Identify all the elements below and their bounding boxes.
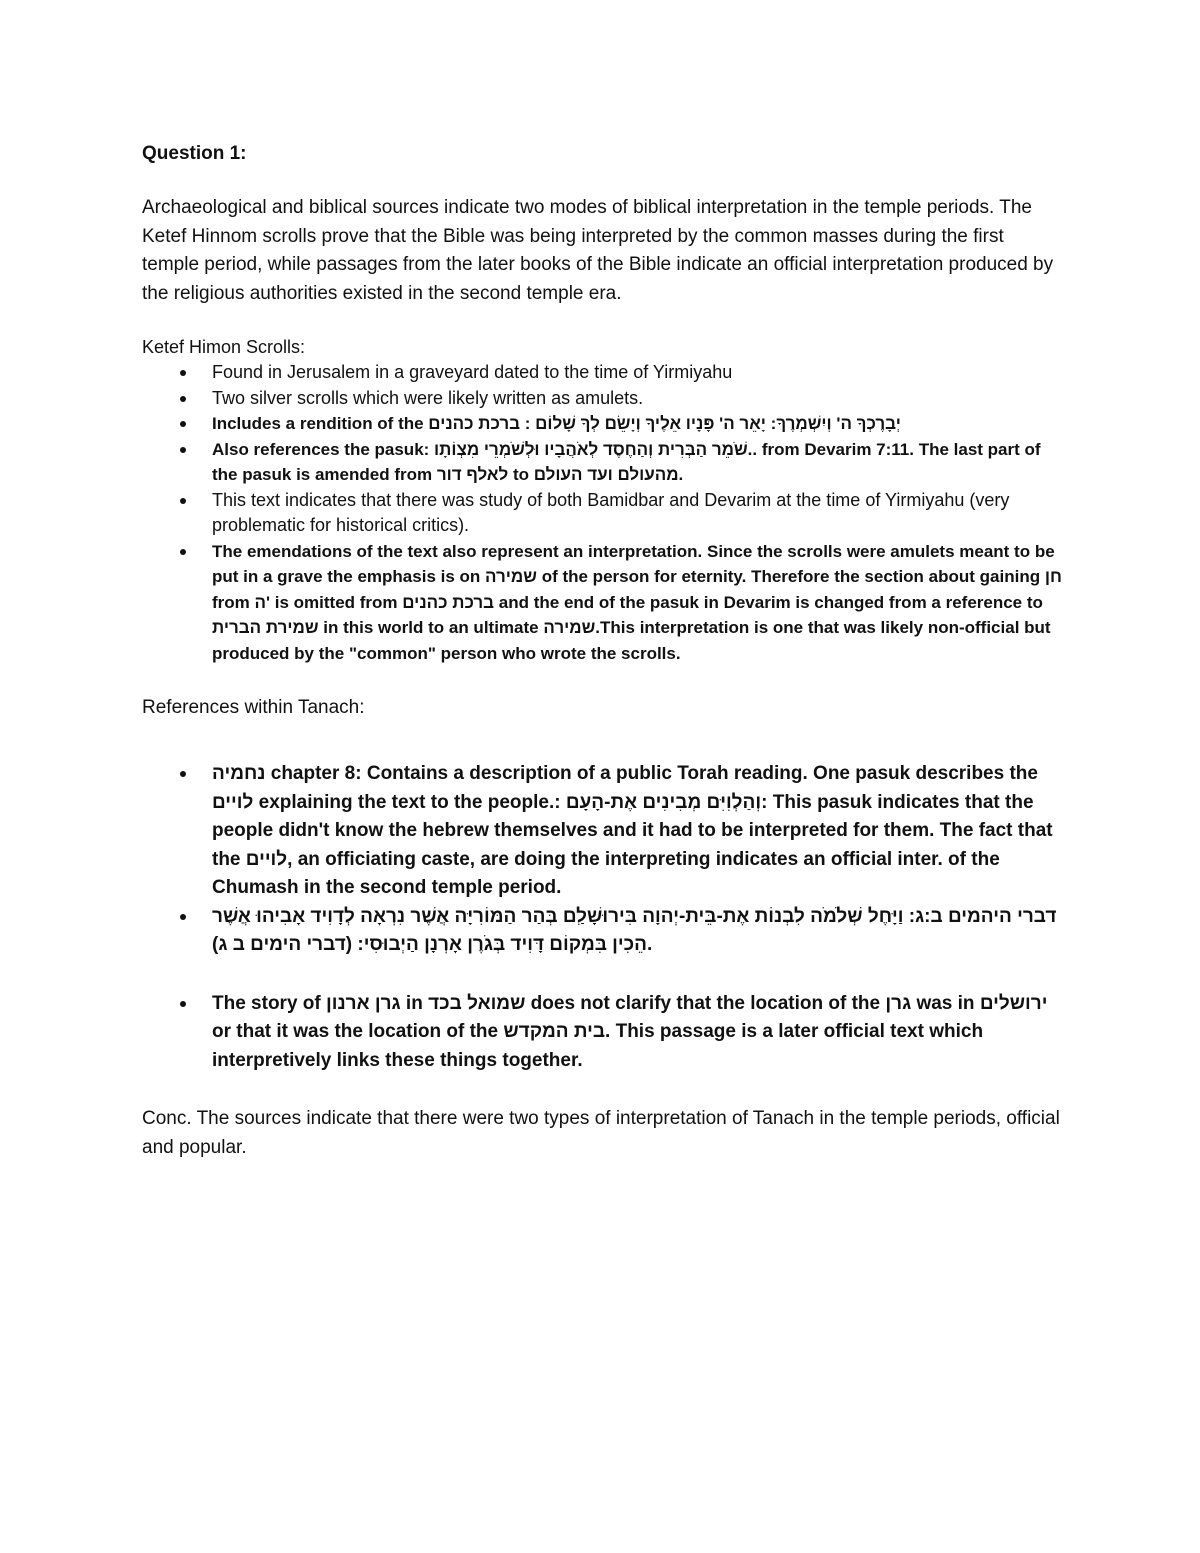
list-item: דברי היהמים ב:ג: וַיָּחֶל שְׁלֹמֹה לִבְנוֹת אֶת-בֵּית-יְהוָה בִּירוּשָׁלִַם בְּהַר הַמּוֹרִיָּה אֲשֶׁר נִרְאָה לְדָוִיד אָבִיהוּ אֲשֶׁר הֵכִין בִּמְקוֹם דָּוִיד בְּגֹרֶן אָרְנָן הַיְבוּסִי: (דברי הימים ב ג). [212, 903, 1062, 960]
list-item: The emendations of the text also represent an interpretation. Since the scrolls were amulets meant to be put in a grave the emphasis is on שמירה of the person for eternity. Therefore the section about gaining חן from ה' is omitted from ברכת כהנים and the end of the pasuk in Devarim is changed from a reference to שמירת הברית in this world to an ultimate שמירה.This interpretation is one that was likely non-official but produced by the "common" person who wrote the scrolls. [212, 539, 1062, 667]
list-item: Found in Jerusalem in a graveyard dated to the time of Yirmiyahu [212, 360, 1062, 386]
references-list [142, 760, 1062, 1075]
scrolls-section-title: Ketef Himon Scrolls: [142, 337, 306, 357]
list-item: The story of גרן ארנון in שמואל בכד does not clarify that the location of the גרן was in ירושלים or that it was the location of the בית המקדש. This passage is a later official text which interpretively links these things together. [212, 990, 1062, 1076]
list-item: נחמיה chapter 8: Contains a description of a public Torah reading. One pasuk describes the לויים explaining the text to the people.: וְהַלְוִיִּם מְבִינִים אֶת-הָעָם: This pasuk indicates that the people didn't know the hebrew themselves and it had to be interpreted for them. The fact that the לויים, an officiating caste, are doing the interpreting indicates an official inter. of the Chumash in the second temple period. [212, 760, 1062, 903]
question-heading: Question 1: [142, 143, 247, 164]
references-section-title: References within Tanach: [142, 697, 365, 718]
list-item: This text indicates that there was study of both Bamidbar and Devarim at the time of Yirmiyahu (very problematic for historical critics). [212, 488, 1062, 539]
intro-paragraph: Archaeological and biblical sources indicate two modes of biblical interpretation in the temple periods. The Ketef Hinnom scrolls prove that the Bible was being interpreted by the common masses during the first temple period, while passages from the later books of the Bible indicate an official interpretation produced by the religious authorities existed in the second temple era. [142, 197, 1054, 304]
document-page [142, 140, 1062, 1162]
list-item: Two silver scrolls which were likely written as amulets. [212, 386, 1062, 412]
list-item: Also references the pasuk: שֹׁמֵר הַבְּרִית וְהַחֶסֶד לְאֹהֲבָיו וּלְשֹׁמְרֵי מִצְוֹתָו.. from Devarim 7:11. The last part of the pasuk is amended from לאלף דור to מהעולם ועד העולם. [212, 437, 1062, 488]
conclusion-paragraph: Conc. The sources indicate that there were two types of interpretation of Tanach in the temple periods, official and popular. [142, 1108, 1060, 1158]
scrolls-list [142, 360, 1062, 666]
list-item: Includes a rendition of the יְבָרֶכְךָ ה' וְיִשְׁמְרֶךָ: יָאֵר ה' פָּנָיו אֵלֶיךָ וְיָשֵׂם לְךָ שָׁלוֹם : ברכת כהנים [212, 411, 1062, 437]
